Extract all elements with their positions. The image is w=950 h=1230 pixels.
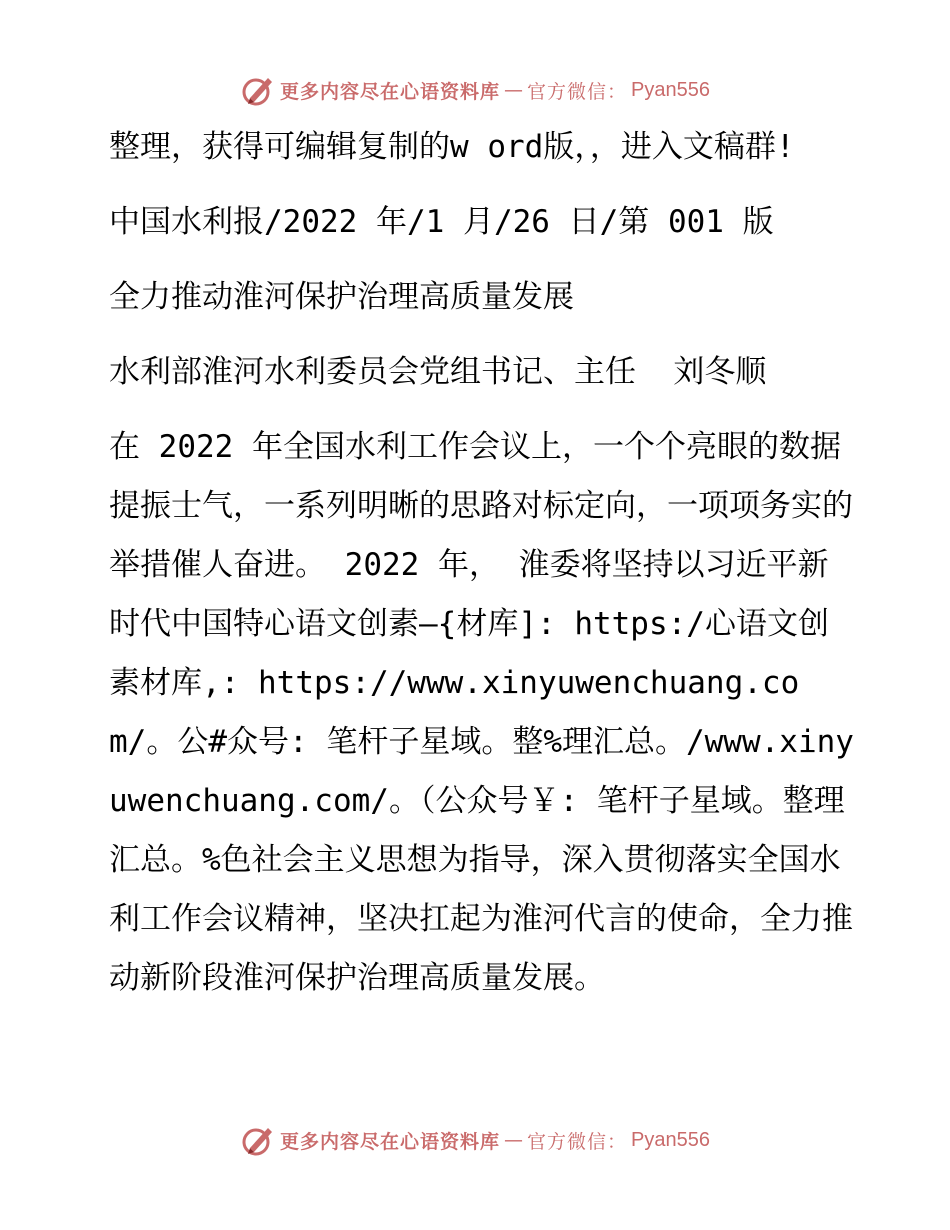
article-byline: 水利部淮河水利委员会党组书记、主任 刘冬顺	[109, 354, 767, 390]
footer-dash: —	[504, 1129, 524, 1151]
article-body: 在 2022 年全国水利工作会议上，一个个亮眼的数据提振士气，一系列明晰的思路对标定向，一项项务实的举措催人奋进。 2022 年， 淮委将坚持以习近平新时代中国特心语文创素—{材库]: https:/心语文创素材库,: https://www.xinyuwenchuang.com/。公#众号: 笔杆子星域。整%理汇总。/www.xinyuwenchuang.com/。（公众号￥: 笔杆子星域。整理汇总。%色社会主义思想为指导，深入贯彻落实全国水利工作会议精神，坚决扛起为淮河代言的使命，全力推动新阶段淮河保护治理高质量发展。	[109, 429, 854, 996]
article-headline: 全力推动淮河保护治理高质量发展	[109, 279, 574, 315]
footer-wechat-id: Pyan556	[631, 1128, 710, 1151]
banner-wechat-label: 官方微信：	[527, 80, 628, 103]
document-body	[97, 118, 857, 1008]
banner-wechat-id: Pyan556	[631, 78, 710, 101]
footer-tagline: 更多内容尽在心语资料库	[280, 1130, 501, 1153]
banner-content	[240, 72, 710, 108]
footer-wechat-label: 官方微信：	[527, 1130, 628, 1153]
banner-tagline: 更多内容尽在心语资料库	[280, 80, 501, 103]
source-line: 中国水利报/2022 年/1 月/26 日/第 001 版	[109, 204, 774, 240]
intro-paragraph: 整理，获得可编辑复制的w ord版，，进入文稿群!	[109, 129, 795, 165]
footer-banner	[0, 1120, 950, 1160]
pen-logo-icon	[240, 72, 276, 108]
banner-dash: —	[504, 79, 524, 101]
footer-banner-content	[240, 1122, 710, 1158]
header-banner	[0, 70, 950, 110]
pen-logo-icon	[240, 1122, 276, 1158]
